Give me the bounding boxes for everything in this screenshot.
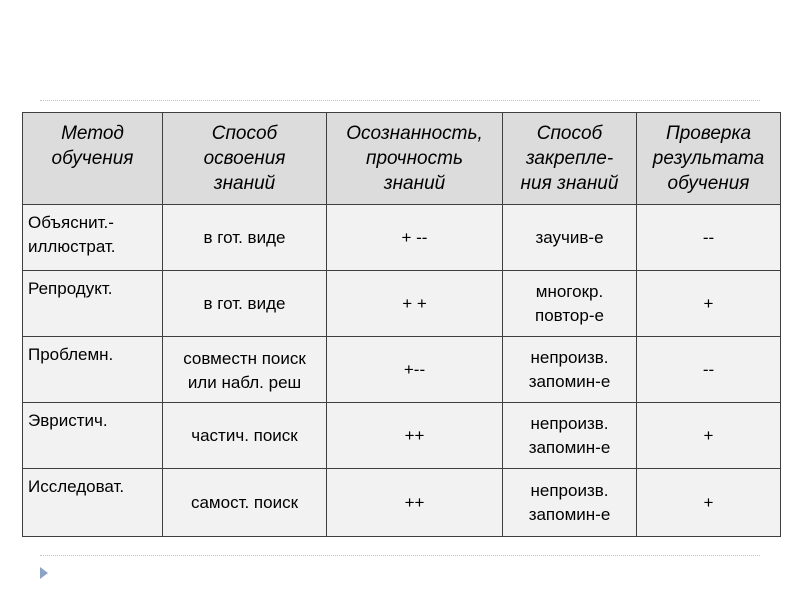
slide-top-divider: [40, 100, 760, 101]
consolidation-cell: заучив-е: [503, 205, 637, 271]
consolidation-cell: непроизв. запомин-е: [503, 403, 637, 469]
consolidation-cell: непроизв. запомин-е: [503, 337, 637, 403]
header-method: Метод обучения: [23, 113, 163, 205]
table-header-row: [23, 113, 781, 205]
teaching-methods-table: [22, 112, 781, 537]
table-row: [23, 469, 781, 537]
table-row: [23, 271, 781, 337]
learning-mode-cell: в гот. виде: [163, 205, 327, 271]
header-awareness-durability: Осознанность, прочность знаний: [327, 113, 503, 205]
table-row: [23, 403, 781, 469]
result-check-cell: +: [637, 271, 781, 337]
header-learning-mode: Способ освоения знаний: [163, 113, 327, 205]
awareness-cell: ++: [327, 403, 503, 469]
consolidation-cell: непроизв. запомин-е: [503, 469, 637, 537]
awareness-cell: + +: [327, 271, 503, 337]
method-name-cell: Объяснит.- иллюстрат.: [23, 205, 163, 271]
slide-bottom-divider: [40, 555, 760, 556]
awareness-cell: +--: [327, 337, 503, 403]
table-row: [23, 205, 781, 271]
method-name-cell: Исследоват.: [23, 469, 163, 537]
learning-mode-cell: в гот. виде: [163, 271, 327, 337]
learning-mode-cell: совместн поиск или набл. реш: [163, 337, 327, 403]
result-check-cell: +: [637, 403, 781, 469]
method-name-cell: Эвристич.: [23, 403, 163, 469]
play-arrow-icon[interactable]: [40, 567, 48, 579]
awareness-cell: + --: [327, 205, 503, 271]
header-consolidation-mode: Способ закрепле- ния знаний: [503, 113, 637, 205]
method-name-cell: Репродукт.: [23, 271, 163, 337]
table-row: [23, 337, 781, 403]
awareness-cell: ++: [327, 469, 503, 537]
learning-mode-cell: частич. поиск: [163, 403, 327, 469]
consolidation-cell: многокр. повтор-е: [503, 271, 637, 337]
result-check-cell: +: [637, 469, 781, 537]
result-check-cell: --: [637, 337, 781, 403]
header-result-check: Проверка результата обучения: [637, 113, 781, 205]
method-name-cell: Проблемн.: [23, 337, 163, 403]
result-check-cell: --: [637, 205, 781, 271]
learning-mode-cell: самост. поиск: [163, 469, 327, 537]
